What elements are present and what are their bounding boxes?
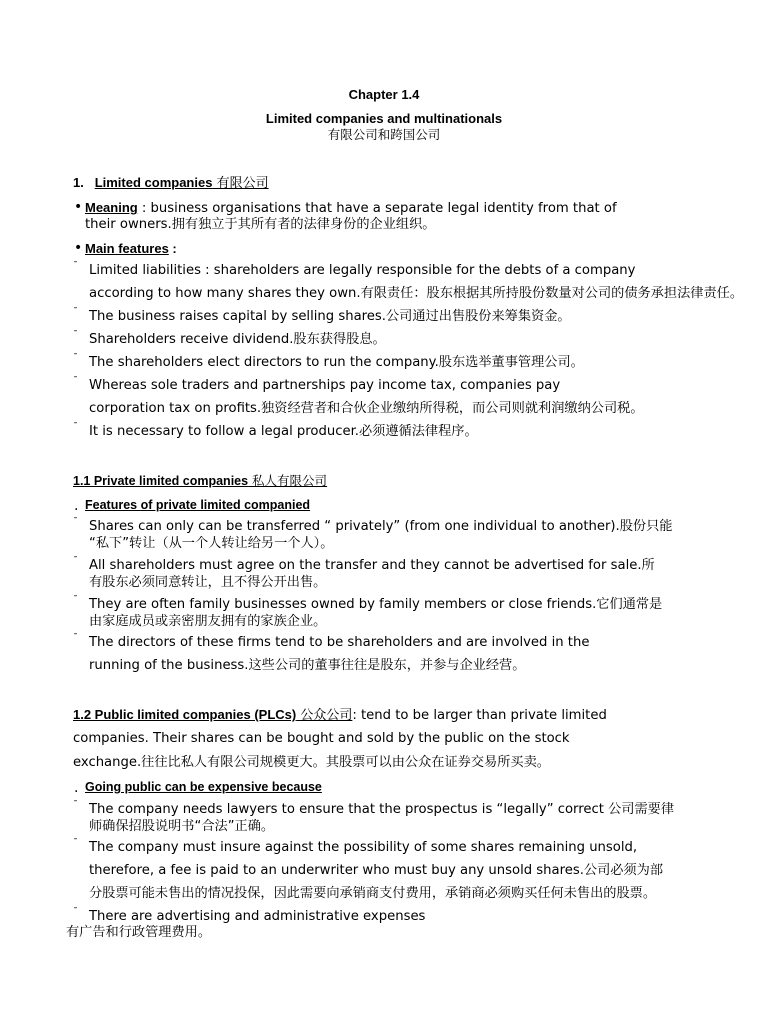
list-item-continued: 分股票可能未售出的情况投保，因此需要向承销商支付费用，承销商必须购买任何未售出的股票。 [89,886,657,901]
dash-marker-icon: ˉ [73,376,78,387]
list-item: They are often family businesses owned by family members or close friends.它们通常是 [89,597,663,612]
list-item: The shareholders elect directors to run the company.股东选举董事管理公司。 [89,355,584,370]
meaning-text-continued: their owners.拥有独立于其所有者的法律身份的企业组织。 [85,217,436,232]
list-item: Whereas sole traders and partnerships pay income tax, companies pay [89,378,561,393]
list-item-continued: 有股东必须同意转让，且不得公开出售。 [89,575,327,590]
dash-marker-icon: ˉ [73,330,78,341]
list-item: Limited liabilities : shareholders are legally responsible for the debts of a company [89,263,636,278]
list-item: It is necessary to follow a legal producer.必须遵循法律程序。 [89,424,478,439]
chapter-title: Chapter 1.4 [348,87,420,102]
features-label: Main features [85,241,169,256]
list-item: Shares can only can be transferred “ privately” (from one individual to another).股份只能 [89,519,673,534]
trailing-chinese-text: 有广告和行政管理费用。 [66,925,212,940]
list-item-continued: corporation tax on profits.独资经营者和合伙企业缴纳所得税，而公司则就利润缴纳公司税。 [89,401,644,416]
list-item-continued: 师确保招股说明书“合法”正确。 [89,819,275,834]
list-item: The directors of these firms tend to be shareholders and are involved in the [89,635,590,650]
section-1-1-heading: 1.1 Private limited companies 私人有限公司 [73,473,328,488]
list-item: Shareholders receive dividend.股东获得股息。 [89,332,386,347]
dash-marker-icon: ˉ [73,517,78,528]
dash-marker-icon: ˉ [73,800,78,811]
list-item-continued: running of the business.这些公司的董事往往是股东，并参与企业经营。 [89,658,526,673]
document-title-chinese: 有限公司和跨国公司 [327,127,441,142]
dash-marker-icon: ˉ [73,307,78,318]
dash-marker-icon: ˉ [73,422,78,433]
bullet-icon: • [74,240,83,256]
dash-marker-icon: ˉ [73,595,78,606]
dash-marker-icon: ˉ [73,907,78,918]
section-1-2-text-continued: companies. Their shares can be bought and sold by the public on the stock [73,731,570,746]
list-item-continued: therefore, a fee is paid to an underwriter who must buy any unsold shares.公司必须为部 [89,863,664,878]
list-item-continued: according to how many shares they own.有限责任：股东根据其所持股份数量对公司的债务承担法律责任。 [89,286,744,301]
section-1-2-subheading: Going public can be expensive because [85,780,322,794]
dash-marker-icon: ˉ [73,261,78,272]
list-item: The company must insure against the possibility of some shares remaining unsold, [89,840,638,855]
section-1-1-subheading: Features of private limited companied [85,498,311,512]
dash-marker-icon: ˉ [73,633,78,644]
list-item-continued: 由家庭成员或亲密朋友拥有的家族企业。 [89,614,327,629]
section-1-2-text: : tend to be larger than private limited [352,708,607,723]
meaning-label: Meaning [85,200,138,215]
meaning-line [85,199,617,217]
list-item: The business raises capital by selling shares.公司通过出售股份来筹集资金。 [89,309,571,324]
bullet-icon: • [74,199,83,215]
list-item-continued: “私下”转让（从一个人转让给另一个人）。 [89,536,334,551]
list-item: The company needs lawyers to ensure that the prospectus is “legally” correct 公司需要律 [89,802,675,817]
section-1-2-text-continued: exchange.往往比私人有限公司规模更大。其股票可以由公众在证券交易所买卖。 [73,755,550,770]
section-number: 1. [73,175,84,190]
dash-marker-icon: ˉ [73,556,78,567]
dash-marker-icon: ˉ [73,353,78,364]
meaning-text: : business organisations that have a separate legal identity from that of [137,201,617,216]
bullet-icon: . [74,780,79,796]
document-title: Limited companies and multinationals [265,111,503,126]
list-item: There are advertising and administrative expenses [89,909,426,924]
features-line: Main features : [85,241,177,256]
dash-marker-icon: ˉ [73,838,78,849]
section-1-2-heading: 1.2 Public limited companies (PLCs) 公众公司 [73,707,353,723]
section-1-2-heading-line [73,706,607,724]
section-1-heading [73,174,269,192]
list-item: All shareholders must agree on the transfer and they cannot be advertised for sale.所 [89,558,655,573]
section-1-title: Limited companies 有限公司 [94,175,269,191]
bullet-icon: . [74,498,79,514]
